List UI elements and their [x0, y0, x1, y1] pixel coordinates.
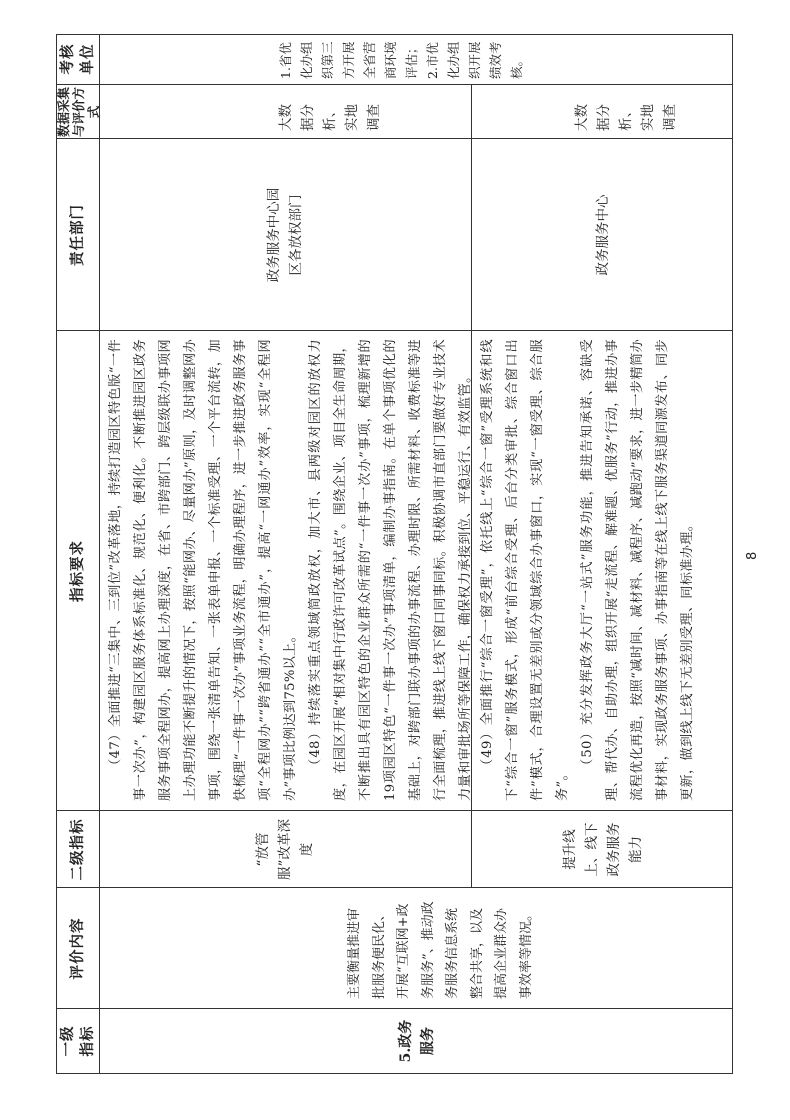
row2-level2: 提升线上、线下政务服务能力	[561, 822, 644, 877]
header-assess-unit: 考核单位	[59, 43, 96, 75]
header-level1: 一级指标	[59, 1025, 96, 1057]
requirement-49: （49）全面推行“综合一窗受理”，依托线上“综合一窗”受理系统和线下“综合一窗”服务模式，形成“前台综合受理、后台分类审批、综合窗口出件”模式，合理设置无差别或分领域综合办事窗口，实现“一窗受理、综合服务”。	[480, 339, 570, 801]
assess-unit-value: 1.省优化办组织第三方开展全省营商环境评估；2.市优化办组织开展绩效考核。	[278, 41, 524, 79]
row1-method: 大数据分析、实地调查	[278, 104, 382, 131]
requirement-50: （50）充分发挥政务大厅“一站式”服务功能，推进告知承诺、容缺受理、帮代办、自助办理，组织开展“走流程、解难题、优服务”行动，推进办事流程优化再造，按照“减时间、减材料、减程序、减跑动”要求，进一步精简办事材料，实现政务服务事项、办事指南等在线上线下服务渠道同源发布、同步更新，做到线上线下无差别受理、同标准办理。	[580, 339, 695, 801]
row2-method: 大数据分析、实地调查	[574, 104, 678, 131]
header-method: 数据采集与评价方式	[55, 86, 101, 137]
row1-level2: “放管服”改革深度	[255, 819, 315, 880]
header-responsible: 责任部门	[69, 204, 86, 266]
row1-responsible: 政务服务中心园区各放权部门	[266, 187, 304, 283]
level1-value: 5.政务服务	[397, 1019, 436, 1063]
header-level2: 二级指标	[69, 818, 86, 881]
evaluation-table	[56, 34, 733, 1074]
header-eval-content: 评价内容	[69, 917, 86, 980]
requirement-48: （48）持续落实重点领域简政放权，加大市、县两级对园区的放权力度，在园区开展“相对集中行政许可改革试点”。围绕企业、项目全生命周期，不断推出具有园区特色的企业群众所需的“一件事一次办”事项，梳理新增的19项园区特色“一件事一次办”事项清单，编制办事指南。在单个事项优化的基础上，对跨部门联办事项的办事流程、办理时限、所需材料、收费标准等进行全面梳理，推进线上线下窗口同事同标。积极协调市直部门要做好专业技术力量和审批场所等保障工作，确保权力承接到位、平稳运行、有效监管。	[308, 339, 473, 801]
row2-responsible: 政务服务中心	[594, 194, 611, 276]
requirement-47: （47）全面推进“三集中、三到位”改革落地，持续打造园区特色版“一件事一次办”，构建园区服务体系标准化、规范化、便利化。不断推进园区政务服务事项全程网办，提高网上办理深度，在省、市跨部门、跨层级联办事项网上办理功能不断提升的情况下，按照“能网办、尽量网办”原则，及时调整网办事项，围绕一张清单告知、一张表单申报、一个标准受理、一个平台流转，加快梳理“一件事一次办”事项业务流程，明确办理程序，进一步推进政务服务事项“全程网办”“跨省通办”“全市通办”，提高“一网通办”效率，实现“全程网办”事项比例达到75%以上。	[108, 339, 298, 801]
row2-requirements	[471, 331, 734, 811]
row1-requirements	[99, 331, 471, 811]
page-number: 8	[745, 551, 760, 560]
eval-content-value: 主要衡量推进审批服务便民化、开展“互联网+政务服务”、推动政务服务信息系统整合共享，以及提高企业群众办事效率等情况。	[347, 901, 534, 999]
header-requirements: 指标要求	[69, 540, 86, 602]
